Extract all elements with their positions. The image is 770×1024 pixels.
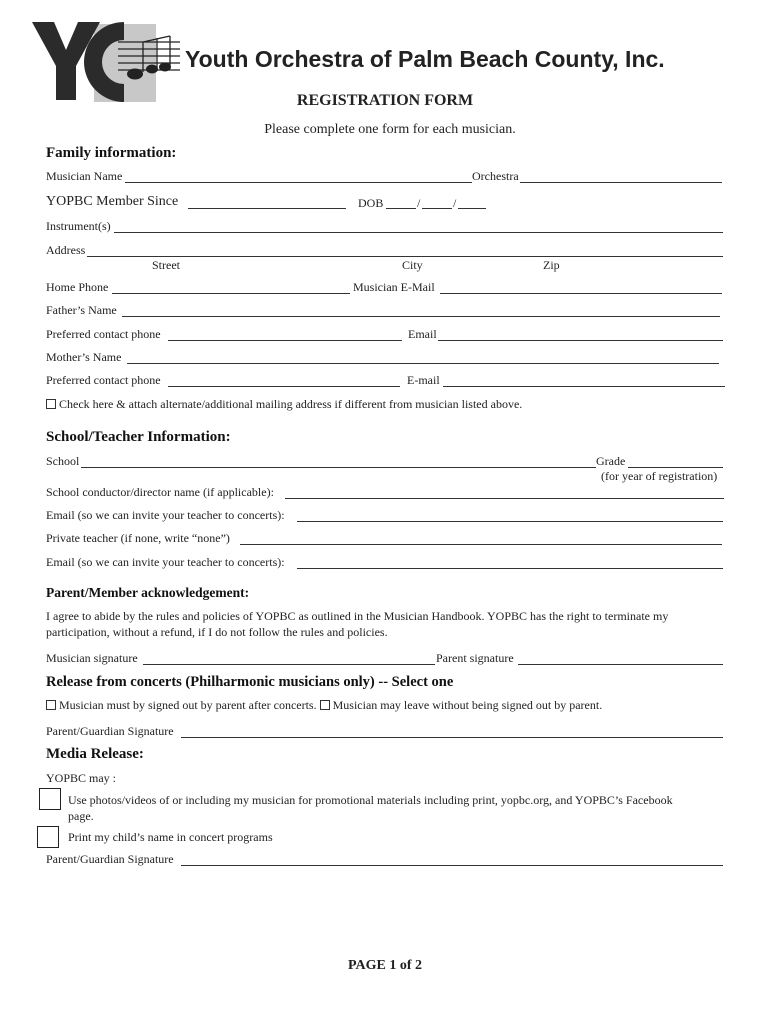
conductor-field[interactable]	[285, 498, 724, 499]
musician-email-field[interactable]	[440, 293, 722, 294]
member-since-label: YOPBC Member Since	[46, 194, 179, 209]
musician-signature-label: Musician signature	[46, 651, 138, 665]
dob-month-field[interactable]	[386, 208, 416, 209]
release-option-2[interactable]	[320, 698, 603, 712]
form-instruction: Please complete one form for each musician.	[264, 122, 516, 137]
teacher-email-label: Email (so we can invite your teacher to concerts):	[46, 508, 285, 522]
private-teacher-label: Private teacher (if none, write “none”)	[46, 531, 230, 545]
media-photos-label-line2: page.	[68, 809, 94, 823]
orchestra-label: Orchestra	[472, 169, 519, 183]
release-option-2-label: Musician may leave without being signed out by parent.	[332, 698, 603, 712]
dob-separator: /	[417, 196, 421, 210]
mothers-name-label: Mother’s Name	[46, 350, 122, 364]
media-heading: Media Release:	[46, 746, 144, 762]
mother-phone-label: Preferred contact phone	[46, 373, 161, 387]
private-teacher-email-label: Email (so we can invite your teacher to concerts):	[46, 555, 285, 569]
father-phone-field[interactable]	[168, 340, 402, 341]
page-number: PAGE 1 of 2	[347, 958, 422, 973]
zip-caption: Zip	[543, 258, 560, 272]
release-option-1-checkbox[interactable]	[46, 700, 56, 710]
alt-address-option[interactable]	[46, 397, 522, 412]
release-guardian-signature-field[interactable]	[181, 737, 723, 738]
musician-name-label: Musician Name	[46, 169, 123, 183]
media-photos-checkbox[interactable]	[39, 788, 61, 810]
father-email-field[interactable]	[438, 340, 723, 341]
orchestra-field[interactable]	[520, 182, 722, 183]
private-teacher-field[interactable]	[240, 544, 722, 545]
release-option-1-label: Musician must by signed out by parent after concerts.	[59, 698, 317, 712]
address-label: Address	[46, 243, 86, 257]
parent-signature-label: Parent signature	[436, 651, 514, 665]
fathers-name-field[interactable]	[122, 316, 720, 317]
form-title: REGISTRATION FORM	[296, 92, 474, 109]
instruments-label: Instrument(s)	[46, 219, 111, 233]
release-options	[46, 698, 602, 713]
school-heading: School/Teacher Information:	[46, 429, 231, 445]
dob-label: DOB	[358, 196, 384, 210]
alt-address-checkbox[interactable]	[46, 399, 56, 409]
private-teacher-email-field[interactable]	[297, 568, 723, 569]
media-guardian-signature-field[interactable]	[181, 865, 723, 866]
musician-signature-field[interactable]	[143, 664, 435, 665]
father-email-label: Email	[408, 327, 437, 341]
street-caption: Street	[152, 258, 180, 272]
teacher-email-field[interactable]	[297, 521, 723, 522]
ack-text-line2: participation, without a refund, if I do not follow the rules and policies.	[46, 625, 388, 639]
parent-signature-field[interactable]	[518, 664, 723, 665]
instruments-field[interactable]	[114, 232, 723, 233]
address-field[interactable]	[87, 256, 723, 257]
grade-field[interactable]	[628, 467, 723, 468]
mother-email-label: E-mail	[407, 373, 440, 387]
dob-year-field[interactable]	[458, 208, 486, 209]
release-guardian-signature-label: Parent/Guardian Signature	[46, 724, 174, 738]
dob-day-field[interactable]	[422, 208, 452, 209]
grade-note: (for year of registration)	[601, 469, 718, 483]
home-phone-label: Home Phone	[46, 280, 109, 294]
grade-label: Grade	[596, 454, 626, 468]
media-photos-label-line1: Use photos/videos of or including my musician for promotional materials including print, yopbc.org, and YOPBC’s Facebook	[68, 793, 673, 807]
dob-separator: /	[453, 196, 457, 210]
alt-address-label: Check here & attach alternate/additional mailing address if different from musician listed above.	[59, 397, 523, 411]
mother-phone-field[interactable]	[168, 386, 400, 387]
city-caption: City	[402, 258, 423, 272]
conductor-label: School conductor/director name (if applicable):	[46, 485, 274, 499]
media-guardian-signature-label: Parent/Guardian Signature	[46, 852, 174, 866]
home-phone-field[interactable]	[112, 293, 350, 294]
fathers-name-label: Father’s Name	[46, 303, 117, 317]
ack-text-line1: I agree to abide by the rules and policies of YOPBC as outlined in the Musician Handbook. YOPBC has the right to terminate my	[46, 609, 669, 623]
mother-email-field[interactable]	[443, 386, 725, 387]
musician-name-field[interactable]	[125, 182, 472, 183]
release-option-1[interactable]	[46, 698, 317, 712]
release-option-2-checkbox[interactable]	[320, 700, 330, 710]
org-name: Youth Orchestra of Palm Beach County, Inc.	[185, 46, 665, 72]
father-phone-label: Preferred contact phone	[46, 327, 161, 341]
release-heading: Release from concerts (Philharmonic musicians only) -- Select one	[46, 674, 454, 690]
school-field[interactable]	[81, 467, 596, 468]
school-label: School	[46, 454, 80, 468]
member-since-field[interactable]	[188, 208, 346, 209]
family-heading: Family information:	[46, 145, 177, 161]
media-name-checkbox[interactable]	[37, 826, 59, 848]
mothers-name-field[interactable]	[127, 363, 719, 364]
ack-heading: Parent/Member acknowledgement:	[46, 585, 250, 600]
musician-email-label: Musician E-Mail	[353, 280, 435, 294]
media-may-label: YOPBC may :	[46, 771, 117, 785]
media-name-label: Print my child’s name in concert programs	[68, 830, 273, 844]
